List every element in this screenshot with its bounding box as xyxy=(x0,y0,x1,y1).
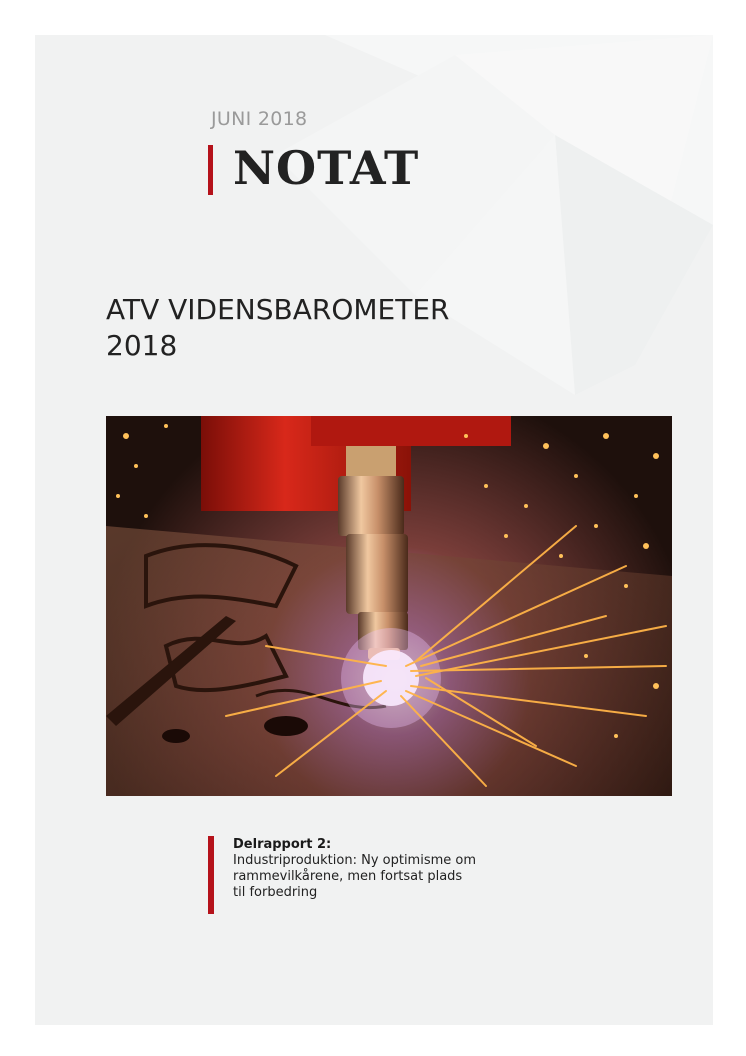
document-type: NOTAT xyxy=(233,141,420,195)
subreport-accent-bar xyxy=(208,836,214,914)
subreport-line: Industriproduktion: Ny optimisme om xyxy=(233,853,477,868)
accent-bar xyxy=(208,145,213,195)
subreport-line: til forbedring xyxy=(233,885,318,900)
title-line: 2018 xyxy=(106,329,178,362)
cover-photo xyxy=(106,416,672,796)
subreport-line: rammevilkårene, men fortsat plads xyxy=(233,869,463,884)
subreport-description xyxy=(233,853,533,901)
cover-page xyxy=(35,35,713,1025)
plasma-cutter-illustration xyxy=(106,416,672,796)
report-title xyxy=(106,292,449,364)
title-line: ATV VIDENSBAROMETER xyxy=(106,293,450,326)
subreport-heading: Delrapport 2: xyxy=(233,837,332,852)
report-date: JUNI 2018 xyxy=(211,108,308,130)
